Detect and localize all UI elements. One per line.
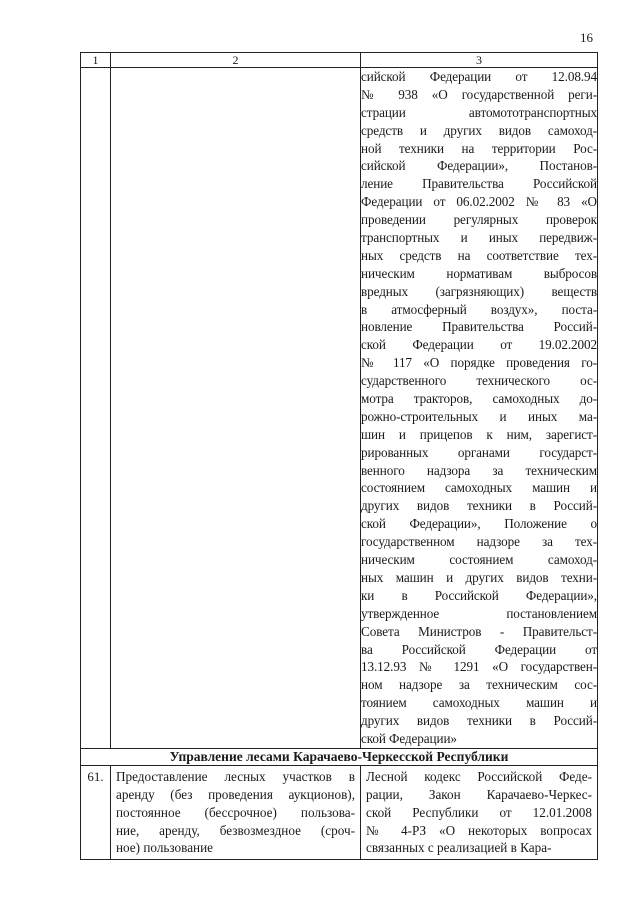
text-line: тоянием самоходных машин и [361,695,597,711]
text-line: сударственного технического ос- [361,373,597,389]
text-line: ской Республики от 12.01.2008 [366,804,592,820]
text-line: мотра тракторов, самоходных до- [361,391,597,407]
text-line: проведении регулярных проверок [361,212,597,228]
text-line: утвержденное постановлением [361,605,597,621]
table-header-row [81,53,598,68]
text-line: вредных (загрязняющих) веществ [361,283,597,299]
row-number-cell [81,68,111,749]
text-line: средств и других видов самоход- [361,122,597,138]
text-line: № 117 «О порядке проведения го- [361,355,597,371]
text-line: других видов техники в Россий- [361,713,597,729]
text-line: рожно-строительных и иных ма- [361,408,597,424]
text-line: 13.12.93 № 1291 «О государствен- [361,659,597,675]
text-line: Лесной кодекс Российской Феде- [366,768,592,784]
service-name-cell [111,68,361,749]
text-line: рированных органами государст- [361,444,597,460]
section-heading-row [81,748,598,765]
text-line: государственном надзоре за тех- [361,534,597,550]
text-line: Предоставление лесных участков в [116,768,355,784]
header-col-3: 3 [361,53,598,68]
text-line: сийской Федерации от 12.08.94 [361,69,597,84]
text-line: новление Правительства Россий- [361,319,597,335]
text-line: ние, аренду, безвозмездное (сроч- [116,822,355,838]
text-line: Совета Министров - Правительст- [361,623,597,639]
text-line: ской Федерации» [361,730,457,746]
text-line: транспортных и иных передвиж- [361,230,597,246]
table-row-61 [81,765,598,860]
row-number: 61. [81,765,111,860]
legal-basis-cell [361,765,598,860]
text-line: № 4-РЗ «О некоторых вопросах [366,822,592,838]
text-line: ной техники на территории Рос- [361,140,597,156]
header-col-2: 2 [111,53,361,68]
table-row-continuation [81,68,598,749]
text-line: ской Федерации», Положение о [361,516,597,532]
text-line: ных средств на соответствие тех- [361,247,597,263]
text-line: ное) пользование [116,840,214,856]
text-line: рации, Закон Карачаево-Черкес- [366,786,592,802]
text-line: связанных с реализацией в Кара- [366,840,552,856]
text-line: шин и прицепов к ним, зарегист- [361,426,597,442]
text-line: сийской Федерации», Постанов- [361,158,597,174]
service-name-cell [111,765,361,860]
text-line: ном надзоре за техническим сос- [361,677,597,693]
text-line: ской Федерации от 19.02.2002 [361,337,597,353]
text-line: ление Правительства Российской [361,176,597,192]
text-line: постоянное (бессрочное) пользова- [116,804,355,820]
page-number: 16 [580,30,593,45]
text-line: других видов техники в Россий- [361,498,597,514]
header-col-1: 1 [81,53,111,68]
text-line: состоянием самоходных машин и [361,480,597,496]
text-line: ных машин и других видов техни- [361,569,597,585]
regulation-table [80,52,598,860]
text-line: в атмосферный воздух», поста- [361,301,597,317]
text-line: ническим нормативам выбросов [361,265,597,281]
section-title: Управление лесами Карачаево-Черкесской Республики [81,748,598,765]
text-line: страции автомототранспортных [361,104,597,120]
legal-basis-cell [361,68,598,749]
text-line: ки в Российской Федерации», [361,587,597,603]
text-line: ва Российской Федерации от [361,641,597,657]
text-line: ническим состоянием самоход- [361,552,597,568]
text-line: № 938 «О государственной реги- [361,86,597,102]
text-line: аренду (без проведения аукционов), [116,786,355,802]
text-line: Федерации от 06.02.2002 № 83 «О [361,194,597,210]
text-line: венного надзора за техническим [361,462,597,478]
